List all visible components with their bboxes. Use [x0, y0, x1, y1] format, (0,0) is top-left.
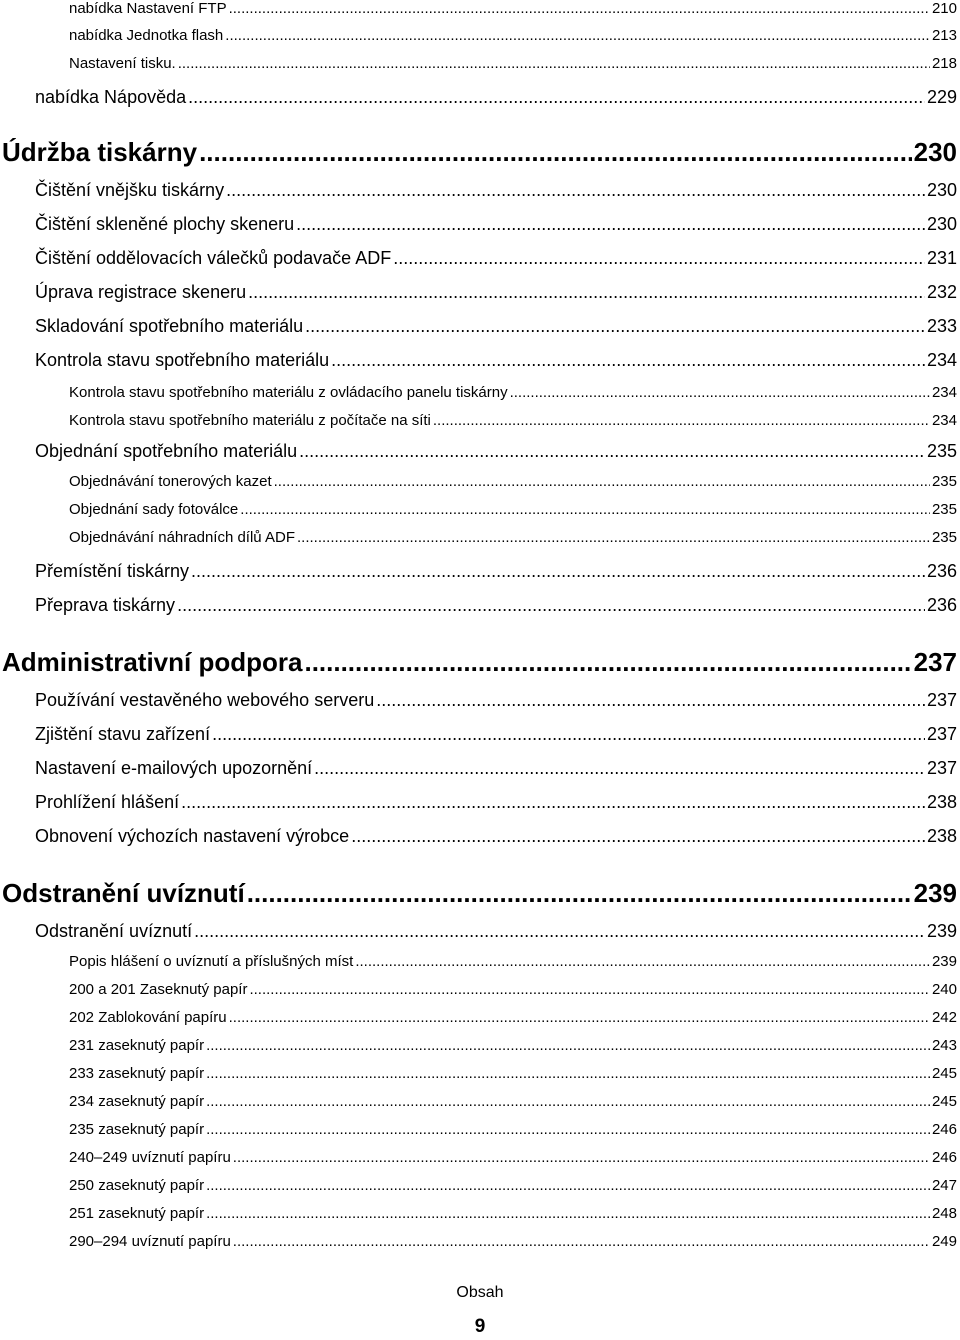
- toc-entry-page: 243: [931, 1037, 957, 1054]
- toc-entry-title: Objednávání náhradních dílů ADF: [69, 529, 295, 546]
- dot-leader: [206, 1065, 930, 1082]
- toc-entry-title: 235 zaseknutý papír: [69, 1121, 205, 1138]
- toc-entry-page: 246: [931, 1121, 957, 1138]
- dot-leader: [433, 412, 930, 429]
- toc-entry-page: 233: [926, 316, 957, 336]
- toc-entry-title: Skladování spotřebního materiálu: [35, 316, 304, 336]
- toc-entry[interactable]: [35, 350, 957, 371]
- toc-entry-title: Kontrola stavu spotřebního materiálu: [35, 350, 330, 370]
- dot-leader: [247, 878, 912, 909]
- toc-entry[interactable]: [69, 1205, 957, 1222]
- toc-entry[interactable]: [69, 0, 957, 17]
- dot-leader: [248, 282, 925, 303]
- toc-entry-page: 247: [931, 1177, 957, 1194]
- toc-entry[interactable]: [69, 1037, 957, 1054]
- toc-entry-title: Prohlížení hlášení: [35, 792, 180, 812]
- toc-entry-page: 236: [926, 561, 957, 581]
- dot-leader: [199, 137, 912, 168]
- toc-entry-title: Nastavení tisku.: [69, 55, 176, 72]
- toc-entry[interactable]: [35, 758, 957, 779]
- toc-entry-page: 229: [926, 87, 957, 107]
- toc-entry[interactable]: [35, 724, 957, 745]
- toc-entry-title: 251 zaseknutý papír: [69, 1205, 205, 1222]
- dot-leader: [314, 758, 925, 779]
- toc-entry-page: 230: [926, 214, 957, 234]
- dot-leader: [305, 316, 925, 337]
- toc-entry-title: 290–294 uvíznutí papíru: [69, 1233, 231, 1250]
- dot-leader: [233, 1149, 930, 1166]
- dot-leader: [229, 1009, 930, 1026]
- dot-leader: [240, 501, 930, 518]
- dot-leader: [178, 55, 930, 72]
- toc-entry-title: Kontrola stavu spotřebního materiálu z ovládacího panelu tiskárny: [69, 384, 508, 401]
- dot-leader: [226, 180, 925, 201]
- dot-leader: [191, 561, 925, 582]
- toc-entry-title: Objednání sady fotoválce: [69, 501, 239, 518]
- toc-entry-page: 235: [931, 529, 957, 546]
- toc-entry[interactable]: [35, 87, 957, 108]
- toc-entry-title: Popis hlášení o uvíznutí a příslušných míst: [69, 953, 354, 970]
- toc-entry-page: 245: [931, 1093, 957, 1110]
- dot-leader: [229, 0, 930, 17]
- toc-entry-title: Kontrola stavu spotřebního materiálu z počítače na síti: [69, 412, 431, 429]
- toc-entry-page: 210: [931, 0, 957, 17]
- toc-entry[interactable]: [69, 1093, 957, 1110]
- toc-entry-title: 250 zaseknutý papír: [69, 1177, 205, 1194]
- toc-entry-page: 239: [931, 953, 957, 970]
- toc-entry[interactable]: [69, 529, 957, 546]
- toc-entry-page: 213: [931, 27, 957, 44]
- toc-entry[interactable]: [35, 282, 957, 303]
- dot-leader: [299, 441, 925, 462]
- dot-leader: [212, 724, 925, 745]
- toc-entry-title: 240–249 uvíznutí papíru: [69, 1149, 231, 1166]
- dot-leader: [194, 921, 925, 942]
- dot-leader: [177, 595, 925, 616]
- toc-entry[interactable]: [69, 412, 957, 429]
- toc-chapter-page: 230: [913, 137, 957, 167]
- dot-leader: [206, 1205, 930, 1222]
- toc-entry[interactable]: [69, 1121, 957, 1138]
- toc-entry-title: 231 zaseknutý papír: [69, 1037, 205, 1054]
- toc-entry-page: 232: [926, 282, 957, 302]
- toc-entry-page: 234: [931, 384, 957, 401]
- dot-leader: [206, 1093, 930, 1110]
- dot-leader: [206, 1177, 930, 1194]
- toc-chapter-page: 239: [913, 878, 957, 908]
- dot-leader: [249, 981, 930, 998]
- dot-leader: [274, 473, 930, 490]
- toc-entry-title: Přemístění tiskárny: [35, 561, 190, 581]
- toc-entry-page: 242: [931, 1009, 957, 1026]
- toc-entry-page: 237: [926, 690, 957, 710]
- dot-leader: [331, 350, 925, 371]
- toc-entry[interactable]: [69, 981, 957, 998]
- toc-entry-page: 246: [931, 1149, 957, 1166]
- toc-entry-page: 235: [926, 441, 957, 461]
- toc-entry-page: 235: [931, 473, 957, 490]
- dot-leader: [304, 647, 911, 678]
- toc-chapter-title: Odstranění uvíznutí: [2, 878, 245, 908]
- toc-entry-title: Čištění oddělovacích válečků podavače ADF: [35, 248, 392, 268]
- toc-entry-page: 234: [926, 350, 957, 370]
- toc-entry[interactable]: [35, 441, 957, 462]
- toc-entry-title: Obnovení výchozích nastavení výrobce: [35, 826, 350, 846]
- toc-entry[interactable]: [35, 792, 957, 813]
- dot-leader: [376, 690, 925, 711]
- toc-entry-title: Nastavení e-mailových upozornění: [35, 758, 313, 778]
- toc-entry-page: 236: [926, 595, 957, 615]
- toc-entry-title: 202 Zablokování papíru: [69, 1009, 227, 1026]
- dot-leader: [206, 1121, 930, 1138]
- toc-chapter-page: 237: [913, 647, 957, 677]
- toc-entry-title: nabídka Jednotka flash: [69, 27, 224, 44]
- toc-entry[interactable]: [35, 921, 957, 942]
- toc-entry-page: 248: [931, 1205, 957, 1222]
- toc-entry[interactable]: [35, 690, 957, 711]
- dot-leader: [233, 1233, 930, 1250]
- toc-entry[interactable]: [69, 384, 957, 401]
- toc-entry-page: 249: [931, 1233, 957, 1250]
- toc-entry-page: 237: [926, 758, 957, 778]
- toc-entry[interactable]: [35, 316, 957, 337]
- toc-entry-title: Čištění vnějšku tiskárny: [35, 180, 225, 200]
- toc-entry-title: Čištění skleněné plochy skeneru: [35, 214, 295, 234]
- dot-leader: [510, 384, 930, 401]
- toc-entry-title: 233 zaseknutý papír: [69, 1065, 205, 1082]
- toc-entry[interactable]: [69, 473, 957, 490]
- toc-entry-title: 234 zaseknutý papír: [69, 1093, 205, 1110]
- toc-entry-page: 237: [926, 724, 957, 744]
- dot-leader: [188, 87, 925, 108]
- toc-entry-title: 200 a 201 Zaseknutý papír: [69, 981, 248, 998]
- dot-leader: [297, 529, 930, 546]
- toc-entry-page: 240: [931, 981, 957, 998]
- toc-entry[interactable]: [69, 1233, 957, 1250]
- dot-leader: [206, 1037, 930, 1054]
- toc-entry[interactable]: [35, 180, 957, 201]
- toc-chapter-title: Administrativní podpora: [2, 647, 303, 677]
- toc-entry-title: Přeprava tiskárny: [35, 595, 176, 615]
- toc-entry-title: Používání vestavěného webového serveru: [35, 690, 375, 710]
- toc-chapter[interactable]: [2, 878, 957, 909]
- toc-entry-page: 238: [926, 792, 957, 812]
- toc-entry-title: Odstranění uvíznutí: [35, 921, 193, 941]
- toc-entry-page: 234: [931, 412, 957, 429]
- dot-leader: [351, 826, 925, 847]
- toc-entry-page: 239: [926, 921, 957, 941]
- toc-entry-title: nabídka Nápověda: [35, 87, 187, 107]
- toc-entry[interactable]: [69, 1177, 957, 1194]
- toc-entry[interactable]: [35, 595, 957, 616]
- toc-entry[interactable]: [35, 248, 957, 269]
- dot-leader: [355, 953, 930, 970]
- footer-page-number: 9: [474, 1316, 486, 1337]
- toc-chapter[interactable]: [2, 647, 957, 678]
- dot-leader: [296, 214, 925, 235]
- toc-entry[interactable]: [35, 826, 957, 847]
- toc-entry-page: 230: [926, 180, 957, 200]
- toc-entry-title: Objednání spotřebního materiálu: [35, 441, 298, 461]
- toc-entry-title: Objednávání tonerových kazet: [69, 473, 272, 490]
- toc-entry[interactable]: [69, 1149, 957, 1166]
- toc-entry-page: 245: [931, 1065, 957, 1082]
- toc-entry[interactable]: [69, 27, 957, 44]
- toc-chapter-title: Údržba tiskárny: [2, 137, 198, 167]
- toc-entry-page: 238: [926, 826, 957, 846]
- toc-entry[interactable]: [35, 561, 957, 582]
- toc-chapter[interactable]: [2, 137, 957, 168]
- toc-entry-page: 231: [926, 248, 957, 268]
- toc-entry-page: 218: [931, 55, 957, 72]
- toc-entry-title: nabídka Nastavení FTP: [69, 0, 227, 17]
- toc-entry[interactable]: [69, 953, 957, 970]
- dot-leader: [181, 792, 925, 813]
- footer-section-label: Obsah: [456, 1284, 504, 1301]
- toc-entry[interactable]: [69, 1065, 957, 1082]
- toc-entry-title: Zjištění stavu zařízení: [35, 724, 211, 744]
- toc-entry[interactable]: [69, 501, 957, 518]
- dot-leader: [225, 27, 930, 44]
- toc-entry[interactable]: [69, 1009, 957, 1026]
- toc-entry[interactable]: [69, 55, 957, 72]
- toc-entry[interactable]: [35, 214, 957, 235]
- toc-entry-title: Úprava registrace skeneru: [35, 282, 247, 302]
- dot-leader: [393, 248, 925, 269]
- toc-entry-page: 235: [931, 501, 957, 518]
